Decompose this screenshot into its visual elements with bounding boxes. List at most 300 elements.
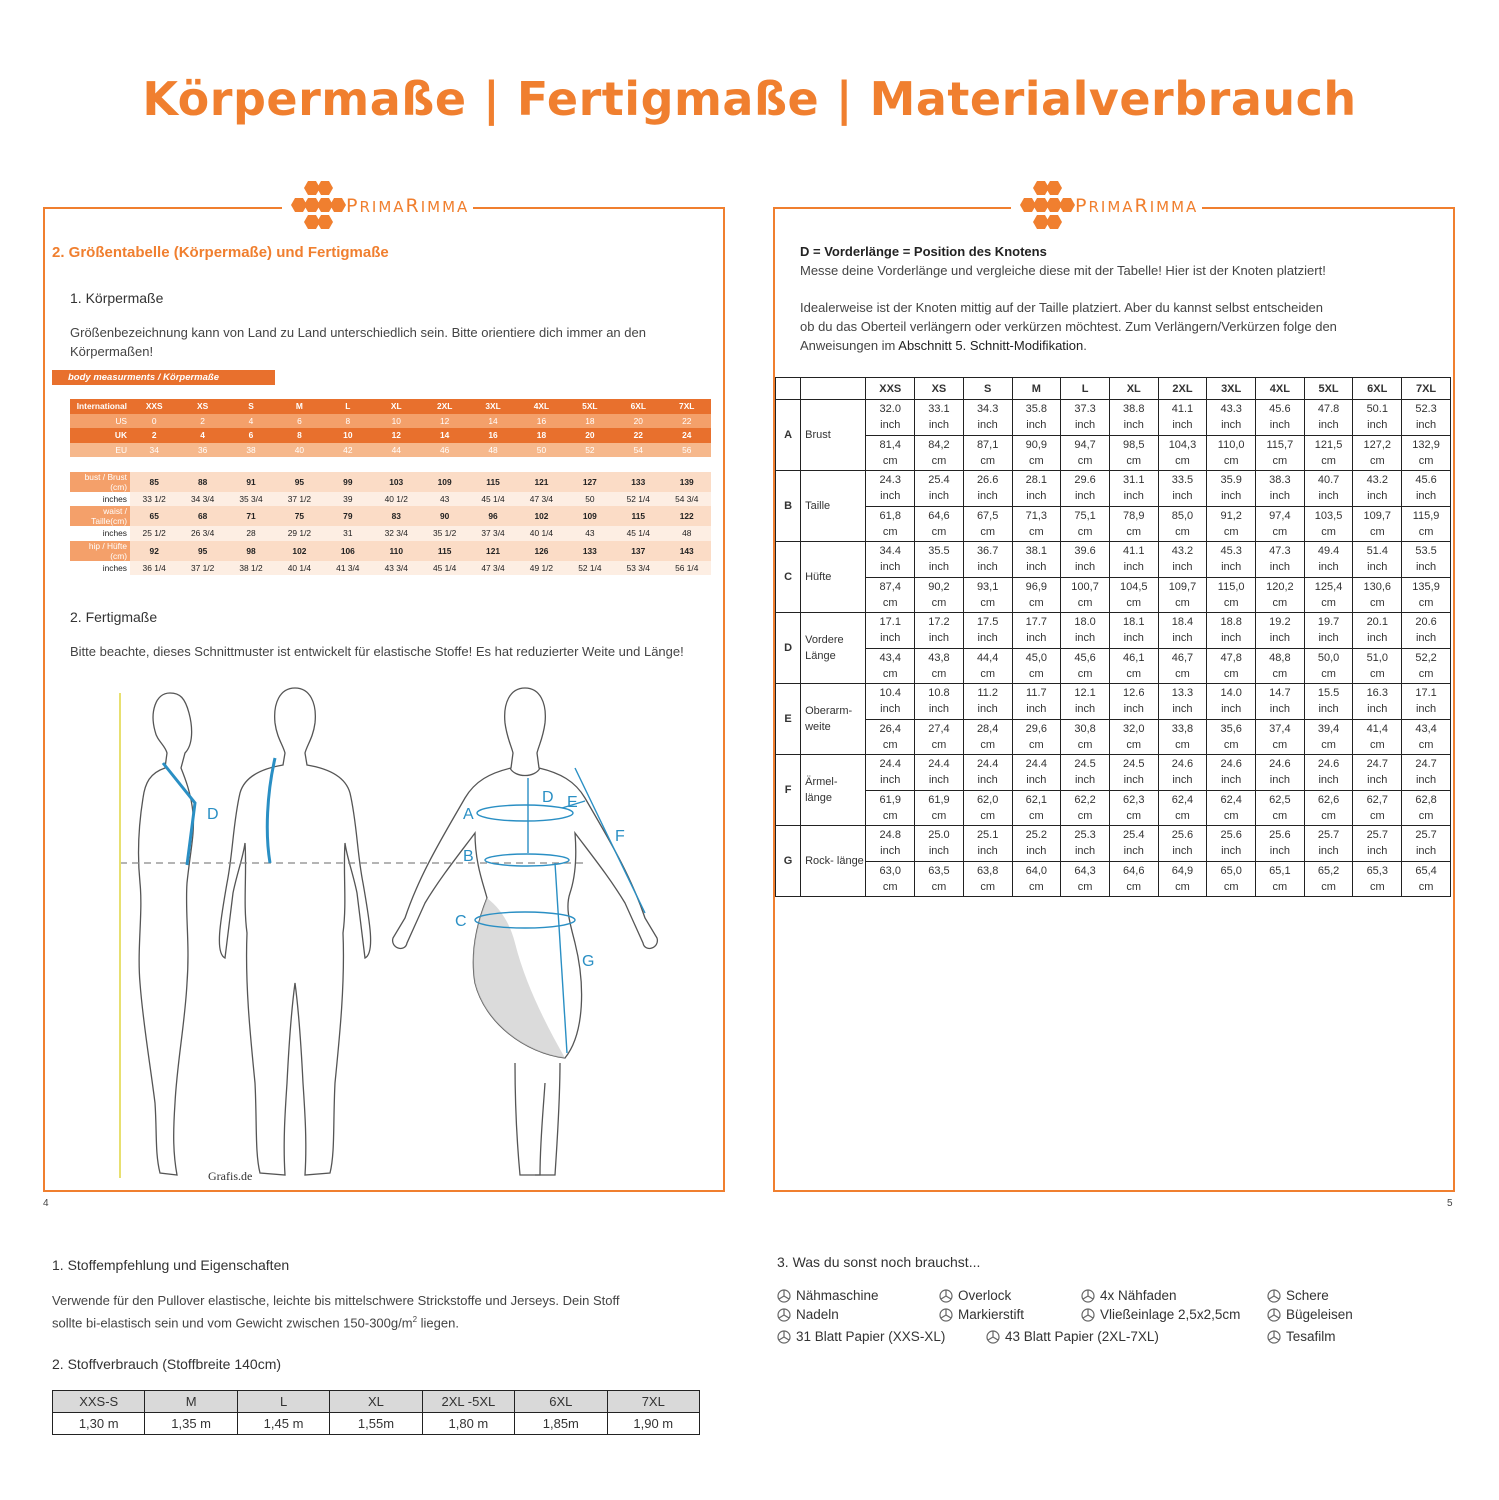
measure-cell: 115,7 cm (1256, 435, 1305, 471)
table-cell: 54 (614, 443, 662, 458)
label-d: D (542, 789, 554, 806)
measure-cell: 35.9 inch (1207, 471, 1256, 507)
measure-cell: 61,9 cm (866, 790, 915, 826)
measure-row-a-cm (776, 435, 1451, 471)
table-cell: 16 (469, 428, 517, 443)
measure-cell: 64,3 cm (1061, 861, 1110, 897)
honeycomb-bullet-icon (986, 1330, 1000, 1344)
table-cell: 39 (324, 492, 372, 507)
measure-cell: 91,2 cm (1207, 506, 1256, 542)
table-cell: 143 (662, 541, 711, 561)
table-cell: 96 (469, 506, 517, 526)
honeycomb-logo-icon (286, 180, 346, 232)
body-row-waist-in (70, 526, 711, 541)
honeycomb-bullet-icon (1081, 1289, 1095, 1303)
measure-cell: 46,7 cm (1158, 648, 1207, 684)
measure-name: Hüfte (801, 542, 866, 613)
table-cell: XS (178, 399, 226, 414)
measure-cell: 25.7 inch (1402, 826, 1451, 862)
measure-cell: 103,5 cm (1304, 506, 1353, 542)
table-cell: 6 (227, 428, 275, 443)
table-cell: 8 (324, 414, 372, 429)
table-cell: 121 (517, 472, 565, 492)
table-cell: 90 (420, 506, 468, 526)
row-label: hip / Hüfte (cm) (70, 541, 130, 561)
skirt-shading (473, 898, 565, 1058)
modification-reference: Abschnitt 5. Schnitt-Modifikation (898, 338, 1084, 353)
row-label: inches (70, 492, 130, 507)
table-cell: 56 1/4 (662, 561, 711, 576)
measure-cell: 121,5 cm (1304, 435, 1353, 471)
table-cell: 4XL (517, 399, 565, 414)
table-cell: 47 3/4 (469, 561, 517, 576)
measure-cell: 125,4 cm (1304, 577, 1353, 613)
measure-letter: E (776, 684, 801, 755)
table-cell: 133 (614, 472, 662, 492)
measure-cell: 24.6 inch (1207, 755, 1256, 791)
table-cell: 52 1/4 (566, 561, 614, 576)
measure-name: Taille (801, 471, 866, 542)
measure-cell: 25.7 inch (1304, 826, 1353, 862)
measure-cell: 15.5 inch (1304, 684, 1353, 720)
table-cell: 14 (420, 428, 468, 443)
measure-cell: 75,1 cm (1061, 506, 1110, 542)
table-cell: 35 3/4 (227, 492, 275, 507)
honeycomb-bullet-icon (777, 1289, 791, 1303)
size-header: 5XL (1304, 378, 1353, 400)
measure-cell: 64,6 cm (915, 506, 964, 542)
table-cell: 115 (469, 472, 517, 492)
table-cell: 34 3/4 (178, 492, 226, 507)
table-cell: 92 (130, 541, 178, 561)
measure-cell: 47.3 inch (1256, 542, 1305, 578)
tool-item: Overlock (939, 1288, 1011, 1303)
measure-cell: 25.6 inch (1158, 826, 1207, 862)
measure-cell: 115,0 cm (1207, 577, 1256, 613)
measure-cell: 90,9 cm (1012, 435, 1061, 471)
measure-row-g-inch (776, 826, 1451, 862)
measure-cell: 25.2 inch (1012, 826, 1061, 862)
measure-cell: 45.6 inch (1402, 471, 1451, 507)
table-cell: 44 (372, 443, 420, 458)
measure-cell: 62,8 cm (1402, 790, 1451, 826)
finished-measurements-text: Bitte beachte, dieses Schnittmuster ist entwickelt für elastische Stoffe! Es hat reduzierter Weite und Länge! (70, 644, 684, 659)
fabric-recommendation-heading: 1. Stoffempfehlung und Eigenschaften (52, 1257, 290, 1273)
label-e: E (567, 794, 578, 811)
size-header: L (1061, 378, 1110, 400)
measure-cell: 25.7 inch (1353, 826, 1402, 862)
measure-cell: 19.2 inch (1256, 613, 1305, 649)
table-cell: 37 1/2 (275, 492, 323, 507)
measure-cell: 17.1 inch (866, 613, 915, 649)
measure-cell: 65,1 cm (1256, 861, 1305, 897)
measure-cell: 24.6 inch (1304, 755, 1353, 791)
measure-cell: 100,7 cm (1061, 577, 1110, 613)
fabric-consumption-table (52, 1390, 700, 1435)
measure-cell: 12.6 inch (1109, 684, 1158, 720)
measure-cell: 24.7 inch (1402, 755, 1451, 791)
table-cell: 109 (420, 472, 468, 492)
table-cell: 41 3/4 (324, 561, 372, 576)
measure-cell: 20.6 inch (1402, 613, 1451, 649)
honeycomb-bullet-icon (1267, 1330, 1281, 1344)
measure-cell: 43,4 cm (1402, 719, 1451, 755)
size-header: 4XL (1256, 378, 1305, 400)
table-cell: M (275, 399, 323, 414)
table-cell: 22 (614, 428, 662, 443)
measure-cell: 51,0 cm (1353, 648, 1402, 684)
table-cell: 137 (614, 541, 662, 561)
measure-cell: 34.3 inch (963, 400, 1012, 436)
measure-cell: 52,2 cm (1402, 648, 1451, 684)
table-cell: 102 (517, 506, 565, 526)
brand-name: PRIMARIMMA (1075, 195, 1199, 217)
table-cell: 38 1/2 (227, 561, 275, 576)
tool-item: Markierstift (939, 1307, 1024, 1322)
label-f: F (615, 828, 625, 845)
measure-cell: 87,4 cm (866, 577, 915, 613)
measure-cell: 24.4 inch (866, 755, 915, 791)
table-cell: 4 (178, 428, 226, 443)
measure-cell: 35.8 inch (1012, 400, 1061, 436)
table-cell: 43 3/4 (372, 561, 420, 576)
table-cell: 45 1/4 (469, 492, 517, 507)
table-cell: 12 (420, 414, 468, 429)
table-cell: 3XL (469, 399, 517, 414)
page-number-left: 4 (43, 1198, 49, 1209)
honeycomb-bullet-icon (1267, 1308, 1281, 1322)
honeycomb-bullet-icon (939, 1289, 953, 1303)
table-cell: 2 (178, 414, 226, 429)
table-cell: 6XL (614, 399, 662, 414)
size-header: XXS (866, 378, 915, 400)
size-header: M (1012, 378, 1061, 400)
measure-cell: 120,2 cm (1256, 577, 1305, 613)
table-cell: 34 (130, 443, 178, 458)
measure-name: Ärmel- länge (801, 755, 866, 826)
table-cell: 43 (420, 492, 468, 507)
measure-cell: 62,5 cm (1256, 790, 1305, 826)
measure-name: Oberarm- weite (801, 684, 866, 755)
table-cell: 54 3/4 (662, 492, 711, 507)
measure-cell: 64,6 cm (1109, 861, 1158, 897)
measure-cell: 25.6 inch (1207, 826, 1256, 862)
measure-row-a-inch (776, 400, 1451, 436)
fabric-recommendation-text: Verwende für den Pullover elastische, leichte bis mittelschwere Strickstoffe und Jerseys. Dein Stoff sollte bi-elastisch sein und vom Gewicht zwischen $150-300g/m^2$ liegen. (52, 1293, 620, 1331)
measure-cell: 71,3 cm (1012, 506, 1061, 542)
table-cell: 106 (324, 541, 372, 561)
table-cell: 40 (275, 443, 323, 458)
sleeve-measure (575, 768, 645, 913)
measure-cell: 41.1 inch (1158, 400, 1207, 436)
measure-cell: 64,9 cm (1158, 861, 1207, 897)
measure-cell: 31.1 inch (1109, 471, 1158, 507)
table-cell: 115 (420, 541, 468, 561)
measure-letter: F (776, 755, 801, 826)
measure-cell: 47,8 cm (1207, 648, 1256, 684)
measure-cell: 62,4 cm (1158, 790, 1207, 826)
body-row-eu (70, 443, 711, 458)
measure-cell: 24.4 inch (963, 755, 1012, 791)
measure-cell: 25.0 inch (915, 826, 964, 862)
row-label: US (70, 414, 130, 429)
front-length-line-front (267, 758, 275, 863)
table-cell: 7XL (662, 399, 711, 414)
table-cell: 53 3/4 (614, 561, 662, 576)
measure-cell: 33.1 inch (915, 400, 964, 436)
measure-cell: 109,7 cm (1158, 577, 1207, 613)
label-a: A (463, 806, 474, 823)
measure-cell: 78,9 cm (1109, 506, 1158, 542)
measure-row-f-cm (776, 790, 1451, 826)
measure-cell: 48,8 cm (1256, 648, 1305, 684)
measure-cell: 127,2 cm (1353, 435, 1402, 471)
table-cell: 2 (130, 428, 178, 443)
table-cell: 98 (227, 541, 275, 561)
row-label: inches (70, 526, 130, 541)
measure-row-c-cm (776, 577, 1451, 613)
tool-item: Nadeln (777, 1307, 839, 1322)
measure-cell: 81,4 cm (866, 435, 915, 471)
size-header: XL (1109, 378, 1158, 400)
measure-cell: 28.1 inch (1012, 471, 1061, 507)
measure-cell: 62,6 cm (1304, 790, 1353, 826)
table-cell: 68 (178, 506, 226, 526)
table-cell: 83 (372, 506, 420, 526)
honeycomb-logo-icon (1015, 180, 1075, 232)
measure-cell: 62,1 cm (1012, 790, 1061, 826)
table-cell: 126 (517, 541, 565, 561)
measure-cell: 62,2 cm (1061, 790, 1110, 826)
measure-cell: 18.4 inch (1158, 613, 1207, 649)
measure-cell: 38.3 inch (1256, 471, 1305, 507)
measure-cell: 34.4 inch (866, 542, 915, 578)
label-d-side: D (207, 806, 219, 823)
measure-cell: 14.0 inch (1207, 684, 1256, 720)
table-cell: 95 (178, 541, 226, 561)
tool-item: Nähmaschine (777, 1288, 879, 1303)
measure-cell: 18.8 inch (1207, 613, 1256, 649)
row-label: International (70, 399, 130, 414)
measure-cell: 24.8 inch (866, 826, 915, 862)
table-cell: 18 (566, 414, 614, 429)
tool-item: Tesafilm (1267, 1329, 1336, 1344)
measure-cell: 14.7 inch (1256, 684, 1305, 720)
table-cell: 49 1/2 (517, 561, 565, 576)
measure-cell: 39.6 inch (1061, 542, 1110, 578)
measure-letter: A (776, 400, 801, 471)
table-cell: XL (372, 399, 420, 414)
measure-cell: 39,4 cm (1304, 719, 1353, 755)
body-row-sizes-row (70, 399, 711, 414)
front-figure-outline (219, 688, 370, 1175)
table-cell: 79 (324, 506, 372, 526)
measure-name: Brust (801, 400, 866, 471)
honeycomb-bullet-icon (1081, 1308, 1095, 1322)
measure-cell: 26,4 cm (866, 719, 915, 755)
table-cell: 45 1/4 (614, 526, 662, 541)
measure-cell: 45.6 inch (1256, 400, 1305, 436)
table-cell: 56 (662, 443, 711, 458)
measure-cell: 11.2 inch (963, 684, 1012, 720)
bust-measure (477, 805, 573, 821)
table-cell: 127 (566, 472, 614, 492)
measure-cell: 17.2 inch (915, 613, 964, 649)
measure-cell: 65,2 cm (1304, 861, 1353, 897)
table-cell: 88 (178, 472, 226, 492)
measure-cell: 62,4 cm (1207, 790, 1256, 826)
fabric-size-header: XL (330, 1391, 422, 1413)
measure-cell: 84,2 cm (915, 435, 964, 471)
skirt-length-measure (555, 863, 567, 1053)
table-cell: 10 (372, 414, 420, 429)
measure-cell: 49.4 inch (1304, 542, 1353, 578)
measure-cell: 43.3 inch (1207, 400, 1256, 436)
measure-cell: 29.6 inch (1061, 471, 1110, 507)
table-cell: 37 3/4 (469, 526, 517, 541)
measure-row-b-inch (776, 471, 1451, 507)
table-cell: 121 (469, 541, 517, 561)
measure-cell: 104,5 cm (1109, 577, 1158, 613)
measure-cell: 17.7 inch (1012, 613, 1061, 649)
table-cell: 29 1/2 (275, 526, 323, 541)
measure-cell: 24.5 inch (1109, 755, 1158, 791)
brand-name: PRIMARIMMA (346, 195, 470, 217)
fabric-amount-cell: 1,30 m (53, 1413, 145, 1435)
tool-item: Bügeleisen (1267, 1307, 1353, 1322)
figure-illustration (115, 683, 660, 1193)
measure-cell: 44,4 cm (963, 648, 1012, 684)
front-length-line-4: Anweisungen im Abschnitt 5. Schnitt-Modifikation. (800, 338, 1087, 353)
measure-cell: 50.1 inch (1353, 400, 1402, 436)
size-header: XS (915, 378, 964, 400)
fabric-size-header: XXS-S (53, 1391, 145, 1413)
measure-cell: 24.6 inch (1256, 755, 1305, 791)
brand-logo-right (1011, 180, 1202, 232)
fabric-amount-cell: 1,80 m (422, 1413, 514, 1435)
body-row-bust-in (70, 492, 711, 507)
row-label: EU (70, 443, 130, 458)
table-cell: 2XL (420, 399, 468, 414)
measure-cell: 29,6 cm (1012, 719, 1061, 755)
measure-cell: 32.0 inch (866, 400, 915, 436)
honeycomb-bullet-icon (777, 1308, 791, 1322)
tool-item: 43 Blatt Papier (2XL-7XL) (986, 1329, 1159, 1344)
front-length-title: D = Vorderlänge = Position des Knotens (800, 244, 1047, 259)
body-row-hip (70, 541, 711, 561)
table-cell: 48 (469, 443, 517, 458)
measure-cell: 19.7 inch (1304, 613, 1353, 649)
measure-cell: 110,0 cm (1207, 435, 1256, 471)
measure-cell: 24.5 inch (1061, 755, 1110, 791)
table-cell: 99 (324, 472, 372, 492)
front-length-line-1: Messe deine Vorderlänge und vergleiche diese mit der Tabelle! Hier ist der Knoten platziert! (800, 263, 1326, 278)
table-cell: 35 1/2 (420, 526, 468, 541)
measure-cell: 32,0 cm (1109, 719, 1158, 755)
table-cell: 103 (372, 472, 420, 492)
table-cell: 25 1/2 (130, 526, 178, 541)
measure-cell: 30,8 cm (1061, 719, 1110, 755)
table-cell: 36 (178, 443, 226, 458)
table-cell: 40 1/2 (372, 492, 420, 507)
table-cell: 46 (420, 443, 468, 458)
measure-cell: 40.7 inch (1304, 471, 1353, 507)
measure-cell: 37.3 inch (1061, 400, 1110, 436)
measure-cell: 62,0 cm (963, 790, 1012, 826)
measure-cell: 24.4 inch (915, 755, 964, 791)
table-cell: 31 (324, 526, 372, 541)
measure-cell: 11.7 inch (1012, 684, 1061, 720)
measure-cell: 98,5 cm (1109, 435, 1158, 471)
measure-cell: 41,4 cm (1353, 719, 1402, 755)
measure-name: Rock- länge (801, 826, 866, 897)
measure-cell: 46,1 cm (1109, 648, 1158, 684)
measure-cell: 132,9 cm (1402, 435, 1451, 471)
table-cell: L (324, 399, 372, 414)
table-cell: 75 (275, 506, 323, 526)
body-measurements-table (70, 399, 711, 575)
measure-cell: 41.1 inch (1109, 542, 1158, 578)
table-cell: 71 (227, 506, 275, 526)
finished-measurements-table (775, 377, 1451, 897)
measure-cell: 25.4 inch (915, 471, 964, 507)
measure-row-e-inch (776, 684, 1451, 720)
honeycomb-bullet-icon (939, 1308, 953, 1322)
fabric-size-header: 2XL -5XL (422, 1391, 514, 1413)
measure-cell: 63,8 cm (963, 861, 1012, 897)
measure-row-d-cm (776, 648, 1451, 684)
measure-letter: C (776, 542, 801, 613)
row-label: inches (70, 561, 130, 576)
measure-cell: 24.6 inch (1158, 755, 1207, 791)
measure-cell: 64,0 cm (1012, 861, 1061, 897)
measure-cell: 90,2 cm (915, 577, 964, 613)
table-cell: 50 (566, 492, 614, 507)
table-cell: 40 1/4 (517, 526, 565, 541)
table-cell: 33 1/2 (130, 492, 178, 507)
measure-cell: 97,4 cm (1256, 506, 1305, 542)
table-cell: 10 (324, 428, 372, 443)
table-cell: 18 (517, 428, 565, 443)
body-row-us (70, 414, 711, 429)
measure-cell: 115,9 cm (1402, 506, 1451, 542)
finished-measurements-heading: 2. Fertigmaße (70, 609, 158, 625)
table-cell: 4 (227, 414, 275, 429)
table-cell: 110 (372, 541, 420, 561)
table-cell: 115 (614, 506, 662, 526)
table-cell: 48 (662, 526, 711, 541)
measure-cell: 20.1 inch (1353, 613, 1402, 649)
fabric-amount-cell: 1,35 m (145, 1413, 237, 1435)
table-cell: 0 (130, 414, 178, 429)
table-cell: 45 1/4 (420, 561, 468, 576)
measure-cell: 50,0 cm (1304, 648, 1353, 684)
tool-item: Schere (1267, 1288, 1329, 1303)
table-cell: 52 (566, 443, 614, 458)
measure-cell: 65,0 cm (1207, 861, 1256, 897)
body-measurements-heading: 1. Körpermaße (70, 290, 164, 306)
table-cell: 109 (566, 506, 614, 526)
measure-cell: 96,9 cm (1012, 577, 1061, 613)
table-cell: 42 (324, 443, 372, 458)
table-cell: 20 (614, 414, 662, 429)
body-row-uk (70, 428, 711, 443)
measure-cell: 62,3 cm (1109, 790, 1158, 826)
honeycomb-bullet-icon (777, 1330, 791, 1344)
table-cell: 91 (227, 472, 275, 492)
measure-cell: 36.7 inch (963, 542, 1012, 578)
table-cell: XXS (130, 399, 178, 414)
